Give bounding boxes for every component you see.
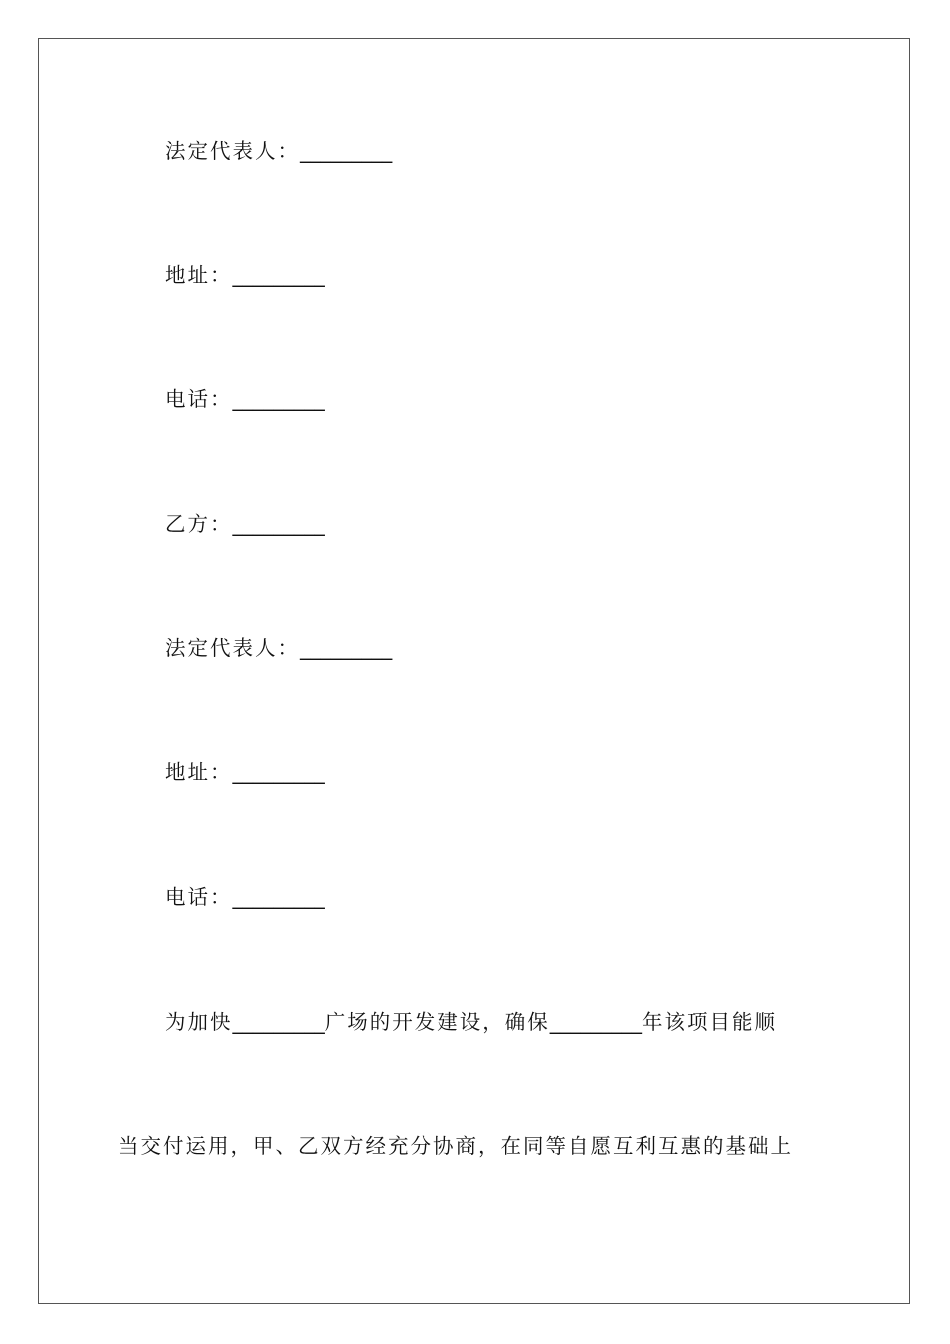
paragraph-line-2 xyxy=(118,1133,793,1159)
field-label: 地址： xyxy=(165,263,233,287)
field-label: 法定代表人： xyxy=(165,139,300,163)
paragraph-text: 为加快 xyxy=(165,1010,233,1034)
fill-blank: _________ xyxy=(232,1010,325,1034)
phone-line-a xyxy=(165,386,325,412)
paragraph-text: 广场的开发建设，确保 xyxy=(324,1010,550,1034)
field-label: 地址： xyxy=(165,760,233,784)
paragraph-line-1 xyxy=(165,1009,777,1035)
fill-blank: _________ xyxy=(549,1010,642,1034)
fill-blank: _________ xyxy=(300,139,393,163)
fill-blank: _________ xyxy=(232,760,325,784)
fill-blank: _________ xyxy=(232,387,325,411)
page-frame xyxy=(38,38,910,1304)
legal-representative-line-a xyxy=(165,138,392,164)
field-label: 电话： xyxy=(165,885,233,909)
paragraph-text: 年该项目能顺 xyxy=(642,1010,777,1034)
party-b-line xyxy=(165,511,325,537)
fill-blank: _________ xyxy=(300,636,393,660)
paragraph-text: 当交付运用，甲、乙双方经充分协商，在同等自愿互利互惠的基础上 xyxy=(118,1134,793,1158)
fill-blank: _________ xyxy=(232,885,325,909)
field-label: 乙方： xyxy=(165,512,233,536)
address-line-b xyxy=(165,759,325,785)
address-line-a xyxy=(165,262,325,288)
fill-blank: _________ xyxy=(232,263,325,287)
legal-representative-line-b xyxy=(165,635,392,661)
phone-line-b xyxy=(165,884,325,910)
fill-blank: _________ xyxy=(232,512,325,536)
field-label: 法定代表人： xyxy=(165,636,300,660)
field-label: 电话： xyxy=(165,387,233,411)
